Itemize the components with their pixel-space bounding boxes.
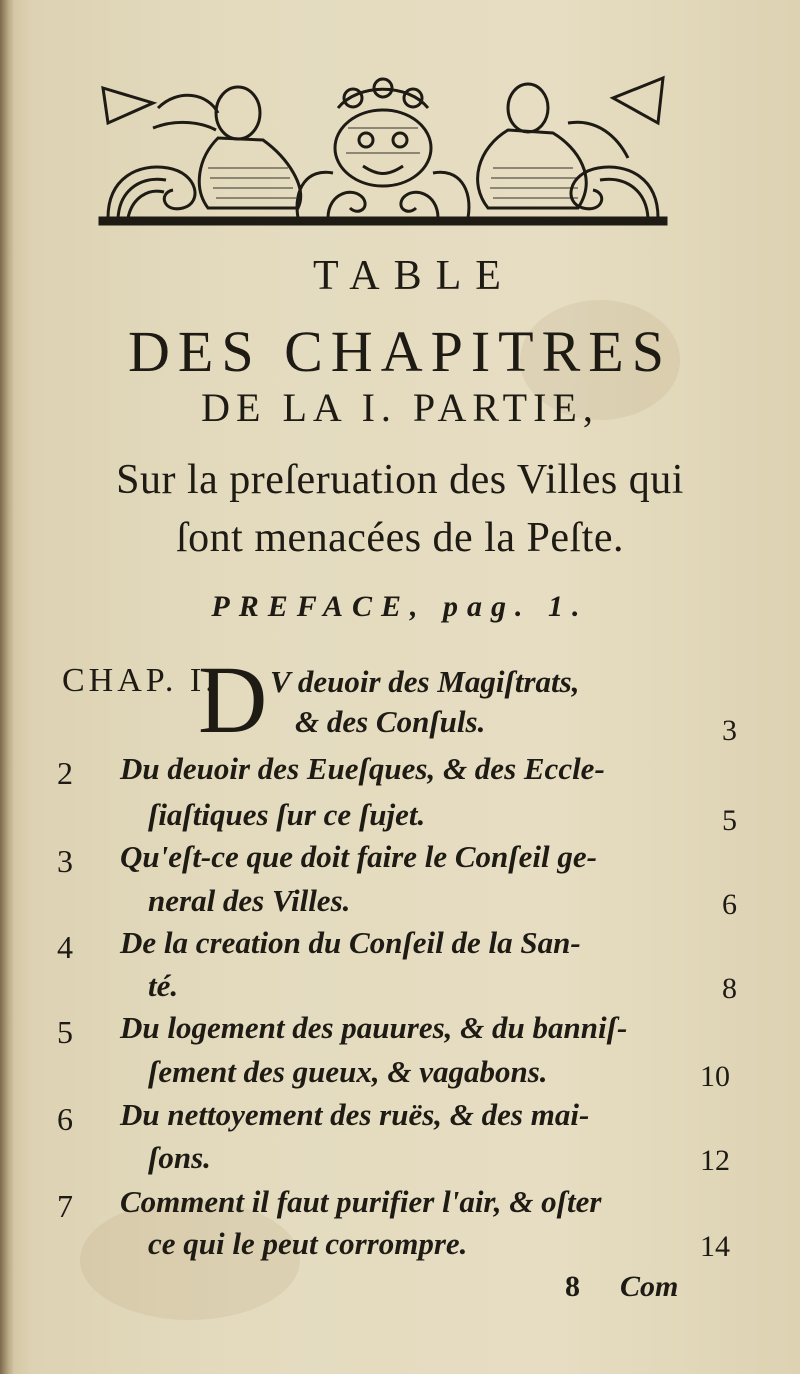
preface-entry: PREFACE, pag. 1. [211, 590, 589, 623]
toc-entry-line: V deuoir des Magiſtrats, [270, 664, 580, 699]
page-number: 6 [722, 888, 737, 921]
chapter-number: 4 [57, 929, 73, 965]
toc-entry-line: Comment il faut purifier l'air, & oſter [120, 1184, 602, 1219]
chapter-label: CHAP. I. [62, 662, 218, 699]
drop-cap: D [198, 646, 268, 753]
page-number: 8 [722, 972, 737, 1005]
toc-entry-line: Qu'eſt-ce que doit faire le Conſeil ge- [120, 839, 597, 874]
chapter-number: 7 [57, 1188, 73, 1224]
page-number: 3 [722, 714, 737, 747]
heading-table: TABLE [313, 253, 515, 299]
heading-chapters: DES CHAPITRES [128, 319, 672, 384]
toc-entry-line: & des Conſuls. [295, 704, 486, 739]
subtitle-line-1: Sur la preſeruation des Villes qui [116, 457, 684, 503]
catchword-number: 8 [565, 1270, 580, 1303]
toc-entry-line: neral des Villes. [148, 883, 351, 918]
chapter-number: 3 [57, 843, 73, 879]
chapter-number: 2 [57, 755, 73, 791]
heading-part: DE LA I. PARTIE, [201, 385, 599, 430]
page-number: 5 [722, 804, 737, 837]
page-number: 14 [700, 1230, 730, 1263]
page-number: 10 [700, 1060, 730, 1093]
toc-entry-line: ſons. [148, 1140, 211, 1175]
subtitle-line-2: ſont menacées de la Peſte. [176, 515, 624, 561]
toc-entry-line: té. [148, 968, 179, 1003]
page-edge [0, 0, 14, 1374]
toc-entry-line: Du deuoir des Eueſques, & des Eccle- [120, 751, 605, 786]
toc-entry-line: Du nettoyement des ruës, & des mai- [120, 1097, 590, 1132]
woodcut-headpiece [98, 68, 668, 228]
catchword: Com [620, 1270, 679, 1303]
toc-entry-line: Du logement des pauures, & du banniſ- [120, 1010, 628, 1045]
chapter-number: 5 [57, 1014, 73, 1050]
toc-entry-line: De la creation du Conſeil de la San- [120, 925, 581, 960]
chapter-number: 6 [57, 1101, 73, 1137]
toc-entry-line: ſement des gueux, & vagabons. [148, 1054, 548, 1089]
page-number: 12 [700, 1144, 730, 1177]
toc-entry-line: ſiaſtiques ſur ce ſujet. [148, 797, 426, 832]
toc-entry-line: ce qui le peut corrompre. [148, 1226, 468, 1261]
